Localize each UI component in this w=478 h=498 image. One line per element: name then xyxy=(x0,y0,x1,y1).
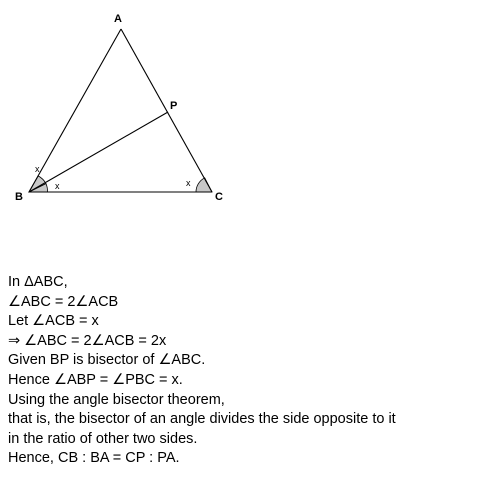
solution-line: In ΔABC, xyxy=(8,274,68,290)
vertex-label-b: B xyxy=(15,191,23,203)
solution-line: in the ratio of other two sides. xyxy=(8,430,198,447)
side-ab xyxy=(29,29,121,192)
solution-line: ∠ABC = 2∠ACB xyxy=(8,293,119,310)
solution-line: Hence ∠ABP = ∠PBC = x. xyxy=(8,371,183,388)
side-ac xyxy=(121,29,212,192)
solution-line: that is, the bisector of an angle divides the side opposite to it xyxy=(8,411,396,428)
angle-label-pbc: x xyxy=(55,181,60,191)
angle-label-acb: x xyxy=(186,178,191,188)
solution-line: Hence, CB : BA = CP : PA. xyxy=(8,450,180,467)
vertex-label-p: P xyxy=(170,100,178,112)
triangle-diagram xyxy=(0,0,478,240)
angle-mark-acb xyxy=(196,178,212,192)
solution-line: Let ∠ACB = x xyxy=(8,313,99,330)
angle-label-abp: x xyxy=(35,164,40,174)
vertex-label-a: A xyxy=(114,13,122,25)
solution-text xyxy=(8,273,476,469)
solution-line: ⇒ ∠ABC = 2∠ACB = 2x xyxy=(8,332,167,349)
vertex-label-c: C xyxy=(215,191,223,203)
solution-line: Using the angle bisector theorem, xyxy=(8,391,225,408)
solution-line: Given BP is bisector of ∠ABC. xyxy=(8,352,206,369)
bisector-bp xyxy=(29,112,168,192)
